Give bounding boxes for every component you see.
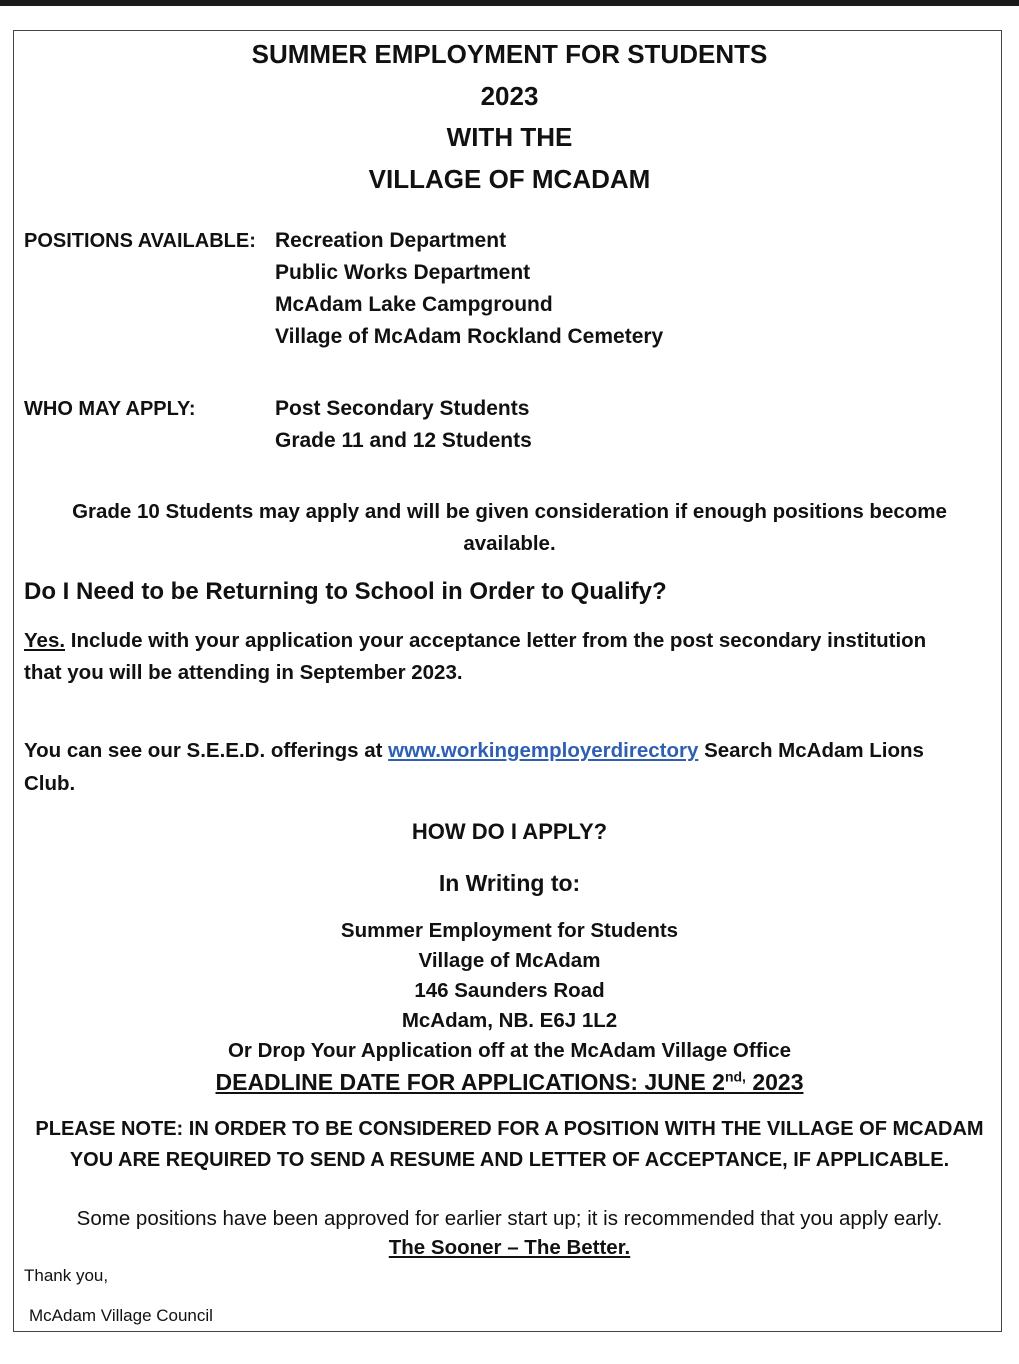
qualify-answer-rest: Include with your application your acceptance letter from the post secondary institution — [65, 629, 927, 652]
seed-line-2: Club. — [24, 772, 76, 795]
sooner-better: The Sooner – The Better. — [388, 1236, 631, 1259]
qualify-question: Do I Need to be Returning to School in Order to Qualify? — [24, 578, 667, 605]
positions-label: POSITIONS AVAILABLE: — [24, 230, 256, 252]
position-item: Public Works Department — [275, 261, 531, 284]
title-line-1: SUMMER EMPLOYMENT FOR STUDENTS — [251, 39, 768, 69]
qualify-answer-line-1 — [24, 631, 926, 652]
address-line: Summer Employment for Students — [340, 919, 679, 942]
title-line-2: 2023 — [480, 81, 539, 111]
early-note: Some positions have been approved for earlier start up; it is recommended that you apply early. — [76, 1207, 943, 1230]
address-line: Village of McAdam — [418, 949, 601, 972]
position-item: Recreation Department — [275, 229, 507, 252]
address-line: McAdam, NB. E6J 1L2 — [401, 1009, 618, 1032]
top-border-bar — [0, 0, 1019, 6]
address-line: 146 Saunders Road — [414, 979, 605, 1002]
deadline-prefix: DEADLINE DATE FOR APPLICATIONS: JUNE 2 — [215, 1069, 725, 1095]
signature: McAdam Village Council — [29, 1306, 213, 1325]
qualify-answer-line-2: that you will be attending in September 2023. — [24, 661, 463, 684]
position-item: McAdam Lake Campground — [275, 293, 553, 316]
grade10-note-line-1: Grade 10 Students may apply and will be given consideration if enough positions become — [72, 500, 947, 523]
yes-answer: Yes. — [24, 629, 66, 652]
title-line-4: VILLAGE OF MCADAM — [368, 164, 651, 194]
deadline-year: 2023 — [745, 1069, 804, 1095]
please-note-line-1: PLEASE NOTE: IN ORDER TO BE CONSIDERED FOR A POSITION WITH THE VILLAGE OF MCADAM — [35, 1118, 984, 1140]
thank-you: Thank you, — [24, 1266, 109, 1285]
who-may-apply-label: WHO MAY APPLY: — [24, 398, 196, 420]
applicant-item: Grade 11 and 12 Students — [275, 429, 532, 452]
applicant-item: Post Secondary Students — [275, 397, 530, 420]
seed-suffix: Search McAdam Lions — [698, 739, 924, 762]
position-item: Village of McAdam Rockland Cemetery — [275, 325, 664, 348]
grade10-note-line-2: available. — [463, 532, 556, 555]
apply-heading: HOW DO I APPLY? — [411, 819, 608, 844]
seed-link[interactable]: www.workingemployerdirectory — [388, 739, 699, 762]
address-line: Or Drop Your Application off at the McAdam Village Office — [227, 1039, 792, 1062]
please-note-line-2: YOU ARE REQUIRED TO SEND A RESUME AND LETTER OF ACCEPTANCE, IF APPLICABLE. — [69, 1149, 950, 1171]
deadline — [0, 1068, 1019, 1095]
title-line-3: WITH THE — [446, 122, 573, 152]
apply-subheading: In Writing to: — [438, 870, 581, 896]
deadline-sup: nd, — [724, 1068, 746, 1085]
seed-line-1 — [24, 741, 924, 762]
seed-prefix: You can see our S.E.E.D. offerings at — [24, 739, 389, 762]
